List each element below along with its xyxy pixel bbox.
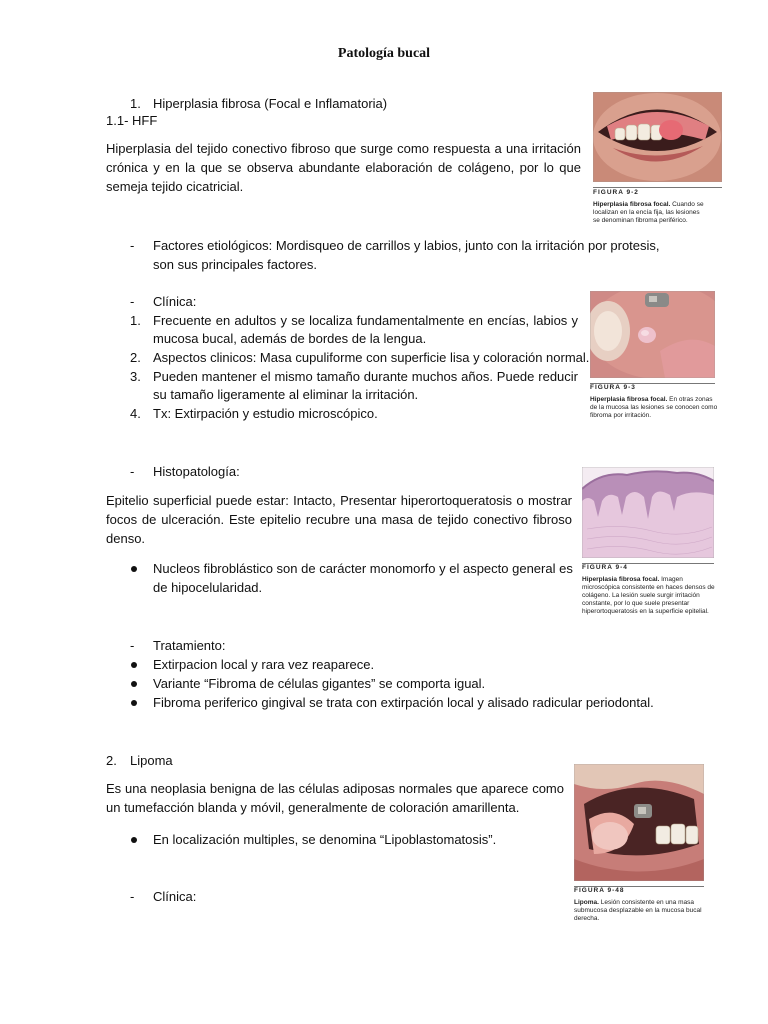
figure-9-4-caption-line-5: hiperortoqueratosis en la superficie epitelial. <box>582 608 709 615</box>
clinica-item-2-number: 2. <box>130 350 141 365</box>
figure-9-3-label: FIGURA 9-3 <box>590 384 636 391</box>
section1-heading: Hiperplasia fibrosa (Focal e Inflamatoria) <box>153 96 388 111</box>
histo-bullet-line-1: Nucleos fibroblástico son de carácter monomorfo y el aspecto general es <box>153 561 573 576</box>
bullet-dot <box>131 566 137 572</box>
figure-9-3-caption-bold: Hiperplasia fibrosa focal. <box>590 396 668 403</box>
figure-9-4-caption-line-3: colágeno. La lesión suele surgir irritación <box>582 592 700 599</box>
clinica-item-1-line-1: Frecuente en adultos y se localiza fundamentalmente en encías, labios y <box>153 313 578 328</box>
section2-number: 2. <box>106 753 117 768</box>
figure-9-2-label: FIGURA 9-2 <box>593 189 639 196</box>
figure-9-48-caption <box>574 899 709 923</box>
trat-label: Tratamiento: <box>153 638 226 653</box>
figure-9-48-caption-line-1: Lesión consistente en una masa <box>600 899 694 906</box>
figure-9-48-caption-line-2: submucosa desplazable en la mucosa bucal <box>574 907 702 914</box>
figure-9-4-caption-bold: Hiperplasia fibrosa focal. <box>582 576 660 583</box>
figure-9-48-caption-bold: Lipoma. <box>574 899 599 906</box>
trat-dash: - <box>130 638 135 653</box>
figure-9-48-caption-line-3: derecha. <box>574 915 600 922</box>
subsection-hff: 1.1- HFF <box>106 113 158 128</box>
section2-heading: Lipoma <box>130 753 173 768</box>
figure-9-3-caption-line-2: de la mucosa las lesiones se conocen como <box>590 404 718 411</box>
figure-9-4-caption <box>582 576 717 616</box>
trat-item-1: Extirpacion local y rara vez reaparece. <box>153 657 375 672</box>
figure-9-2-image <box>593 92 722 182</box>
clinica-item-1-line-2: mucosa bucal, además de bordes de la lengua. <box>153 331 427 346</box>
clinica-item-4-number: 4. <box>130 406 141 421</box>
bullet-dot <box>131 837 137 843</box>
figure-9-2-caption-line-3: se denominan fibroma periférico. <box>593 217 688 224</box>
figure-9-4-image <box>582 467 714 558</box>
clinica-label: Clínica: <box>153 294 197 309</box>
figure-9-3-caption-line-1: En otras zonas <box>669 396 713 403</box>
etiology-dash: - <box>130 238 135 253</box>
trat-item-2: Variante “Fibroma de células gigantes” se comporta igual. <box>153 676 486 691</box>
etiology-line-2: son sus principales factores. <box>153 257 318 272</box>
figure-9-2-caption-line-2: localizan en la encía fija, las lesiones <box>593 209 700 216</box>
lipoma-clinica-dash: - <box>130 889 135 904</box>
caption-rule <box>593 187 722 188</box>
lipoma-definition: Es una neoplasia benigna de las células adiposas normales que aparece como un tumefacción blanda y móvil, generalmente de coloración amarillenta. <box>106 781 564 815</box>
figure-9-48-image <box>574 764 704 881</box>
section1-number: 1. <box>130 96 141 111</box>
bullet-dot <box>131 700 137 706</box>
figure-9-3-caption-line-3: fibroma por irritación. <box>590 412 652 419</box>
histo-label: Histopatología: <box>153 464 240 479</box>
figure-9-2-caption <box>593 201 723 225</box>
figure-9-4-caption-line-1: Imagen <box>661 576 683 583</box>
figure-9-4-caption-line-4: constante, por lo que suele presentar <box>582 600 690 607</box>
figure-9-48-label: FIGURA 9-48 <box>574 887 625 894</box>
clinica-item-3-line-1: Pueden mantener el mismo tamaño durante muchos años. Puede reducir <box>153 369 578 384</box>
histo-dash: - <box>130 464 135 479</box>
figure-9-3-caption <box>590 396 720 420</box>
bullet-dot <box>131 662 137 668</box>
page-title: Patología bucal <box>337 46 431 61</box>
figure-9-4-label: FIGURA 9-4 <box>582 564 628 571</box>
figure-9-2-caption-line-1: Cuando se <box>672 201 704 208</box>
lipoma-bullet: En localización multiples, se denomina “Lipoblastomatosis”. <box>153 832 497 847</box>
clinica-dash: - <box>130 294 135 309</box>
clinica-item-3-line-2: su tamaño ligeramente al eliminar la irritación. <box>153 387 419 402</box>
hff-definition: Hiperplasia del tejido conectivo fibroso que surge como respuesta a una irritación crónica y en la que se observa abundante elaboración de colágeno, por lo que semeja tejido cicatricial. <box>106 141 581 194</box>
figure-9-4-caption-line-2: microscópica consistente en haces densos de <box>582 584 715 591</box>
clinica-item-2-line-1: Aspectos clinicos: Masa cupuliforme con superficie lisa y coloración normal. <box>153 350 590 365</box>
bullet-dot <box>131 681 137 687</box>
figure-9-2-caption-bold: Hiperplasia fibrosa focal. <box>593 201 671 208</box>
histo-text: Epitelio superficial puede estar: Intacto, Presentar hiperortoqueratosis o mostrar focos de ulceración. Este epitelio recubre una masa de tejido conectivo fibroso denso. <box>106 493 572 546</box>
trat-item-3: Fibroma periferico gingival se trata con extirpación local y alisado radicular periodontal. <box>153 695 654 710</box>
clinica-item-4-line-1: Tx: Extirpación y estudio microscópico. <box>153 406 378 421</box>
clinica-item-1-number: 1. <box>130 313 141 328</box>
lipoma-clinica-label: Clínica: <box>153 889 197 904</box>
figure-9-3-image <box>590 291 715 378</box>
clinica-item-3-number: 3. <box>130 369 141 384</box>
etiology-line-1: Factores etiológicos: Mordisqueo de carrillos y labios, junto con la irritación por protesis, <box>153 238 660 253</box>
histo-bullet-line-2: de hipocelularidad. <box>153 580 263 595</box>
